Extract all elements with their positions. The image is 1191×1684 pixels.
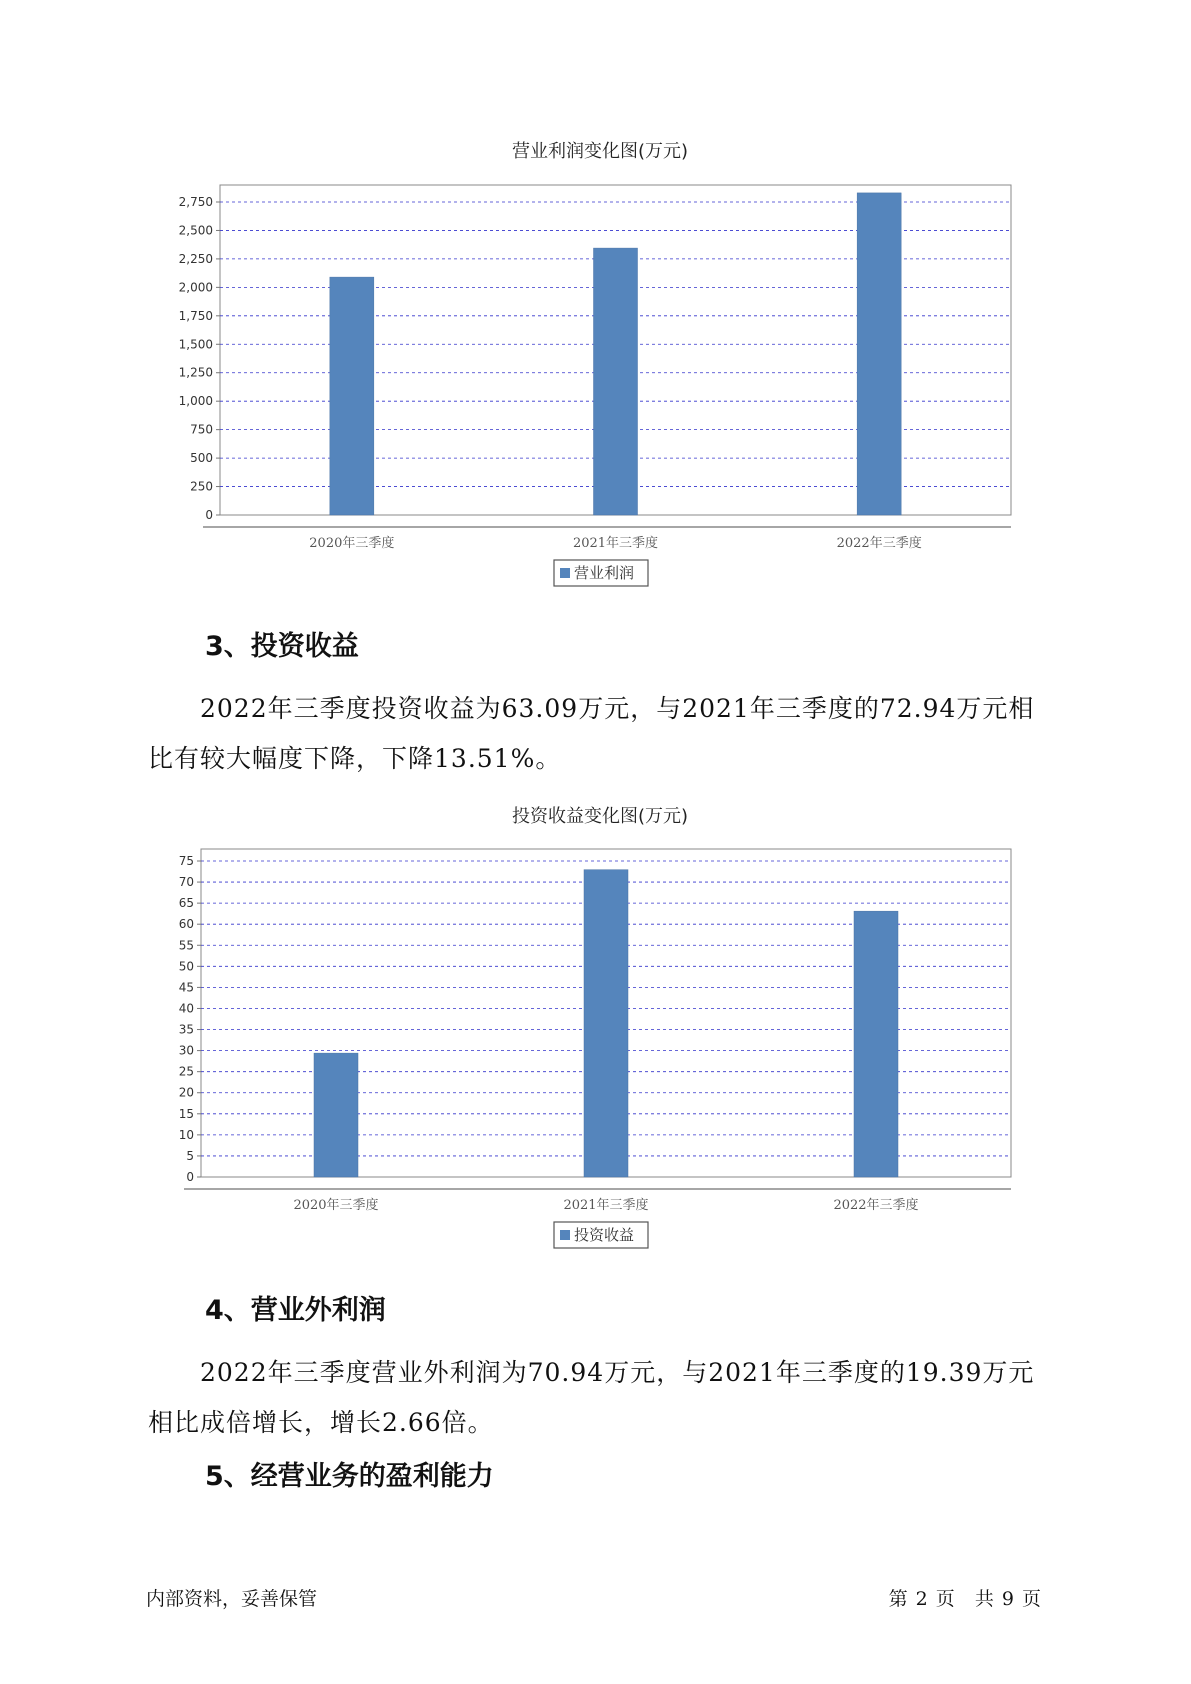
footer-page-number: [885, 1584, 1045, 1611]
x-tick-label: 2021年三季度: [563, 1198, 649, 1213]
total-suffix: 页: [1021, 1588, 1041, 1610]
footer-confidential-note: 内部资料，妥善保管: [146, 1588, 318, 1610]
x-tick-label: 2020年三季度: [293, 1198, 379, 1213]
x-tick-label: 2020年三季度: [309, 536, 395, 551]
x-tick-label: 2022年三季度: [833, 1198, 919, 1213]
page-mid: 页: [935, 1588, 955, 1610]
y-tick-label: 45: [178, 980, 194, 995]
y-tick-label: 30: [178, 1043, 194, 1058]
bar-2: [584, 870, 628, 1177]
bar-1: [314, 1053, 358, 1177]
bar-2: [594, 248, 638, 515]
section-3-paragraph: 2022年三季度投资收益为63.09万元，与2021年三季度的72.94万元相比有较大幅度下降，下降13.51%。: [148, 694, 1035, 773]
y-tick-label: 0: [205, 508, 213, 522]
y-tick-label: 50: [178, 959, 194, 974]
y-tick-label: 55: [178, 938, 194, 953]
operating-profit-chart: [0, 140, 1191, 590]
investment-income-chart: [0, 806, 1191, 1256]
y-tick-label: 40: [178, 1001, 194, 1016]
operating-profit-chart-svg: [0, 140, 1191, 590]
y-tick-label: 20: [178, 1085, 194, 1100]
legend-label: 营业利润: [574, 564, 635, 582]
bar-3: [857, 193, 901, 515]
y-tick-label: 15: [178, 1106, 194, 1121]
y-tick-label: 2,000: [178, 280, 213, 295]
x-tick-label: 2022年三季度: [836, 536, 922, 551]
page-prefix: 第: [888, 1588, 908, 1610]
y-tick-label: 5: [186, 1148, 194, 1163]
total-num: 9: [1001, 1588, 1014, 1610]
legend-swatch: [560, 1230, 570, 1240]
legend-swatch: [560, 568, 570, 578]
y-tick-label: 10: [178, 1127, 194, 1142]
total-prefix: 共: [974, 1588, 994, 1610]
y-tick-label: 65: [178, 896, 194, 911]
y-tick-label: 250: [190, 479, 213, 494]
y-tick-label: 2,750: [178, 195, 213, 209]
y-tick-label: 500: [190, 451, 213, 466]
y-tick-label: 2,250: [178, 251, 213, 266]
chart-title: 营业利润变化图(万元): [511, 141, 689, 162]
y-tick-label: 2,500: [178, 223, 213, 238]
y-tick-label: 25: [178, 1064, 194, 1079]
y-tick-label: 75: [178, 854, 194, 868]
page-num: 2: [915, 1588, 928, 1610]
bar-3: [854, 911, 898, 1177]
chart-title: 投资收益变化图(万元): [511, 806, 689, 827]
section-3-heading: 3、投资收益: [205, 631, 359, 662]
section-4-paragraph: 2022年三季度营业外利润为70.94万元，与2021年三季度的19.39万元相比成倍增长，增长2.66倍。: [148, 1358, 1035, 1437]
y-tick-label: 1,750: [178, 308, 213, 323]
y-tick-label: 1,000: [178, 394, 213, 409]
section-4-heading: 4、营业外利润: [205, 1295, 386, 1326]
y-tick-label: 70: [178, 875, 194, 890]
y-tick-label: 0: [186, 1170, 194, 1184]
y-tick-label: 60: [178, 917, 194, 932]
section-5-heading: 5、经营业务的盈利能力: [205, 1461, 494, 1492]
x-tick-label: 2021年三季度: [572, 536, 659, 551]
investment-income-chart-svg: [0, 806, 1191, 1256]
y-tick-label: 1,250: [178, 365, 213, 380]
y-tick-label: 1,500: [178, 337, 213, 352]
bar-1: [330, 277, 374, 515]
y-tick-label: 35: [178, 1022, 194, 1037]
y-tick-label: 750: [190, 422, 213, 437]
legend-label: 投资收益: [574, 1226, 635, 1244]
